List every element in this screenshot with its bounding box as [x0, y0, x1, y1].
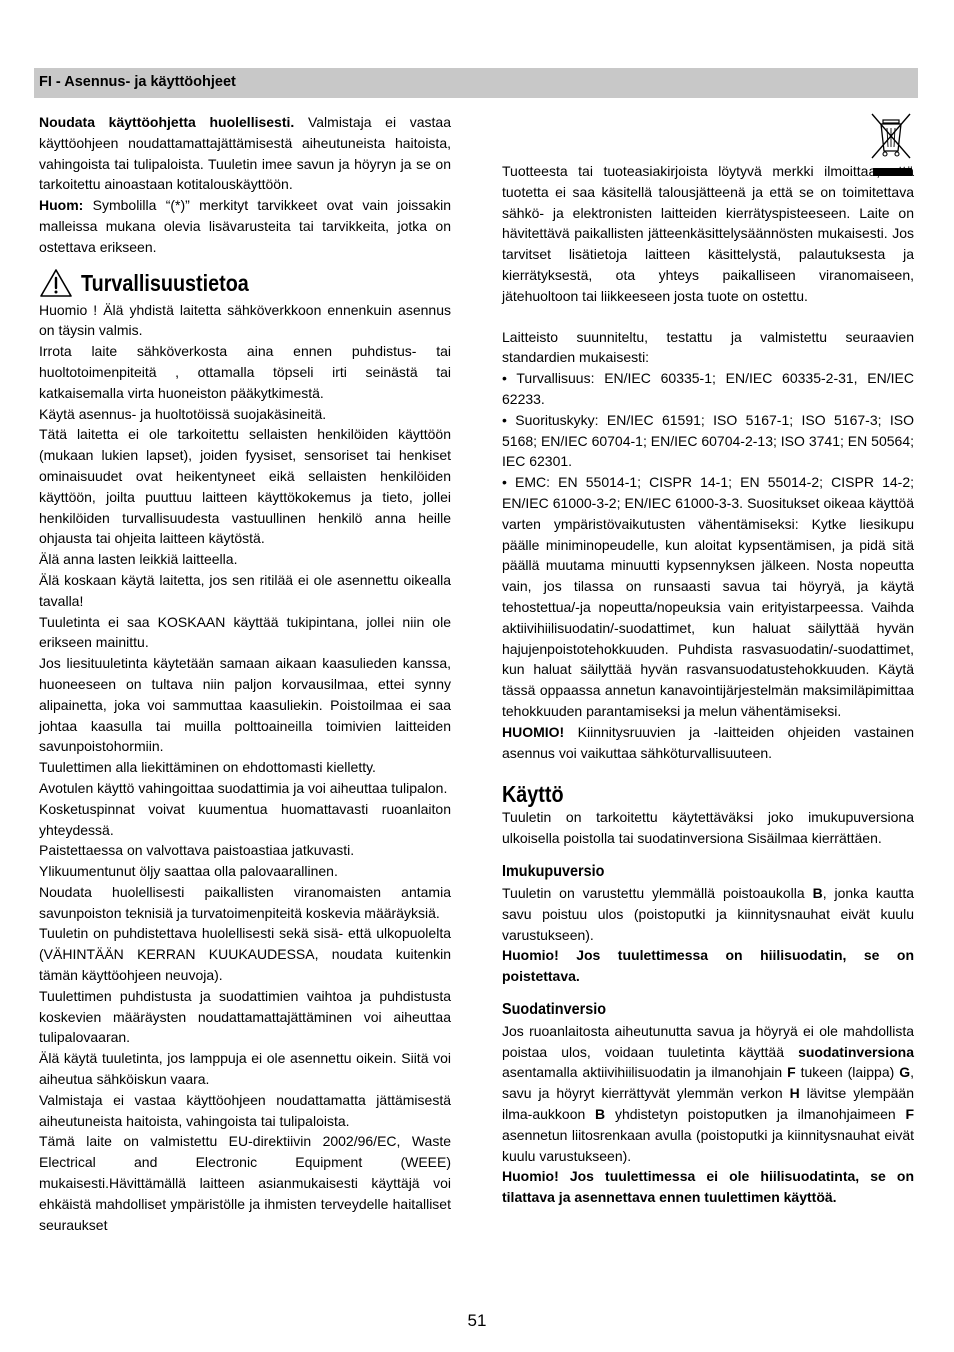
huomio-text: Kiinnitysruuvien ja -laitteiden ohjeiden vastainen asennus voi vaikuttaa sähköturvallisuuteen. [502, 723, 914, 761]
safety-item: Valmistaja ei vastaa käyttöohjeen noudattamatta jättämisestä aiheutuneista haitoista, vahingoista tai tulipaloista. [39, 1091, 451, 1129]
safety-item: Tuuletin on puhdistettava huolellisesti sekä sisä- että ulkopuolelta (VÄHINTÄÄN KERRAN KUUKAUDESSA, noudata kuitenkin tämän käyttöohjeen neuvoja). [39, 925, 451, 984]
note-paragraph [39, 195, 451, 257]
safety-item: Noudata huolellisesti paikallisten viranomaisten antamia savunpoiston teknisiä ja turvatoimenpiteitä koskevia määräyksiä. [39, 883, 451, 921]
intro-text: Valmistaja ei vastaa käyttöohjeen noudattamattajättämisestä aiheutuneista haitoista, vahingoista tai tulipaloista. Tuuletin imee savun ja höyryn ja se on tarkoitettu ainoastaan kotitalouskäyttöön. [39, 114, 451, 193]
standards-item: • EMC: EN 55014-1; CISPR 14-1; EN 55014-2; CISPR 14-2; EN/IEC 61000-3-2; EN/IEC 61000-3-3. Suositukset oikeaa käyttöä varten ympäristövaikutusten vähentämiseksi: Kytke liesikupu päälle miniminopeudelle, kun aloitat kypsentämisen, ja pidä sitä päällä muutama minuutti kypsennyksen jälkeen. Nosta nopeutta vain, jos tilassa on runsaasti savua tai höyryä, ja käytä tehostettua/-ja nopeutta/nopeuksia vain erityistarpeessa. Vaihda aktiivihiilisuodatin/-suodattimet, kun haluat säilyttää hyvän hajujenpoistotehokkuuden. Puhdista rasvasuodatin/-suodattimet, kun haluat säilyttää hyvän rasvansuodatustehokkuuden. Käytä tässä oppaassa annetun kanavointijärjestelmän maksimiläpimittaa tehokkuuden parantamiseksi ja melun vähentämiseksi. [502, 474, 914, 719]
use-paragraph: Tuuletin on tarkoitettu käytettäväksi joko imukupuversiona ulkoisella poistolla tai suodatinversiona Sisäilmaa kierrättäen. [502, 809, 914, 847]
standards-item: • Turvallisuus: EN/IEC 60335-1; EN/IEC 60335-2-31, EN/IEC 62233. [502, 370, 914, 407]
label-h: H [789, 1085, 800, 1102]
left-column [39, 112, 451, 1235]
imukupu-paragraph [502, 883, 914, 945]
safety-item: Irrota laite sähköverkosta aina ennen puhdistus- tai huoltotoimenpiteitä , ottamalla töpseli irti seinästä tai katkaisemalla virta huoneiston pääkytkimestä. [39, 343, 451, 401]
safety-item: Huomio ! Älä yhdistä laitetta sähköverkkoon ennenkuin asennus on täysin valmis. [39, 301, 451, 339]
note-text: Symbolilla “(*)” merkityt tarvikkeet ovat vain joissakin malleissa mukana olevia lisävarusteita tai tarvikkeita, jotka on ostettava erikseen. [39, 197, 451, 255]
suodatin-bold: suodatinversiona [798, 1043, 914, 1060]
label-f: F [787, 1064, 796, 1081]
imukupu-text: Tuuletin on varustettu ylemmällä poistoaukolla [502, 884, 813, 901]
safety-item: Tämä laite on valmistettu EU-direktiivin 2002/96/EC, Waste Electrical and Electronic Equipment (WEEE) mukaisesti.Hävittämällä laitteen asianmukaisesti käyttäjä voi ehkäistä mahdolliset ympäristölle ja ihmisten terveydelle haitalliset seuraukset [39, 1133, 451, 1233]
suodatin-text: asentamalla aktiivihiilisuodatin ja ilmanohjain [502, 1064, 788, 1081]
label-b: B [595, 1106, 606, 1123]
imukupu-warning: Huomio! Jos tuulettimessa on hiilisuodatin, se on poistettava. [502, 947, 914, 985]
safety-item: Tuulettimen alla liekittäminen on ehdottomasti kielletty. [39, 759, 376, 776]
intro-paragraph [39, 112, 451, 195]
safety-item: Jos liesituuletinta käytetään samaan aikaan kaasulieden kanssa, huoneeseen on tultava niin paljon korvausilmaa, ettei synny alipainetta, joka voi sammuttaa kaasuliekin. Poistoilmaa ei saa johtaa kaasulla tai muilla polttoaineilla toimivien laitteiden savunpoistohormiin. [39, 655, 451, 755]
safety-item: Älä anna lasten leikkiä laitteella. [39, 551, 238, 568]
suodatin-text: , savu ja höyryt kierrättyvät ylemmän verkon [502, 1064, 914, 1102]
label-g: G [899, 1064, 911, 1081]
crossed-bin-icon [868, 111, 914, 161]
use-title: Käyttö [502, 781, 564, 808]
safety-item: Paistettaessa on valvottava paistoastiaa jatkuvasti. [39, 842, 355, 859]
label-f: F [905, 1106, 915, 1123]
safety-item: Tuulettimen puhdistusta ja suodattimien vaihtoa ja puhdistusta koskevien määräysten noudattamattajättäminen voi aiheuttaa tulipalovaaran. [39, 987, 451, 1046]
safety-item: Tätä laitetta ei ole tarkoitettu sellaisten henkilöiden käyttöön (mukaan lukien lapset), joiden fyysiset, sensoriset tai henkiset ominaisuudet ovat heikentyneet eikä sellaisten henkilöiden käyttöön, joilta puuttuu laitteen käyttökokemus ja tieto, jollei henkilöiden turvallisuudesta vastuullinen henkilö anna heille ohjausta tai ohjeita laitteen käytöstä. [39, 426, 451, 547]
safety-item: Kosketuspinnat voivat kuumentua huomattavasti ruoanlaiton yhteydessä. [39, 800, 451, 838]
intro-bold: Noudata käyttöohjetta huolellisesti. [39, 114, 295, 130]
suodatin-text: lävitse ylempään ilma-aukkoon [502, 1085, 914, 1123]
header-title: FI - Asennus- ja käyttöohjeet [39, 74, 236, 90]
safety-item: Avotulen käyttö vahingoittaa suodattimia ja voi aiheuttaa tulipalon. [39, 779, 448, 796]
safety-item: Tuuletinta ei saa KOSKAAN käyttää tukipintana, jollei niin ole erikseen mainittu. [39, 613, 451, 651]
imukupu-title: Imukupuversio [502, 862, 605, 880]
note-bold: Huom: [39, 197, 84, 214]
suodatin-text: yhdistetyn poistoputken ja ilmanohjaimeen [605, 1106, 906, 1123]
weee-paragraph: Tuotteesta tai tuoteasiakirjoista löytyvä merkki ilmoittaa, että tuotetta ei saa käsitellä talousjätteenä ja että se on toimitettava sähkö- ja elektronisten laitteiden kierrätyspisteeseen. Laite on hävitettävä paikallisten jätteenkäsittelysäännösten mukaisesti. Jos tarvitset lisätietoja laitteen käsittelystä, palautuksesta ja kierrätyksestä, ota yhteys paikalliseen viranomaiseen, jätehuoltoon tai liikkeeseen josta tuote on ostettu. [502, 163, 914, 304]
label-b: B [812, 884, 823, 901]
section-header [34, 68, 918, 98]
suodatin-text: Jos ruoanlaitosta aiheutunutta savua ja höyryä ei ole mahdollista poistaa ulos, voidaan tuuletinta käyttää [502, 1022, 914, 1060]
safety-item: Älä käytä tuuletinta, jos lamppuja ei ole asennettu oikein. Siitä voi aiheutua sähköiskun vaara. [39, 1050, 451, 1088]
safety-heading [39, 266, 451, 300]
huomio-bold: HUOMIO! [502, 723, 565, 740]
huomio-paragraph [502, 722, 914, 764]
right-column [502, 161, 914, 1208]
page-number: 51 [467, 1311, 487, 1330]
safety-title: Turvallisuustietoa [81, 269, 249, 296]
suodatin-title: Suodatinversio [502, 1000, 607, 1018]
suodatin-text: asennetun liitosrenkaan avulla (poistoputki ja kiinnitysnauhat eivät kuulu varustukseen). [502, 1126, 914, 1164]
imukupu-text: , jonka kautta savu poistuu ulos (poistoputki ja kiinnitysnauhat eivät kuulu varustukseen). [502, 884, 914, 943]
suodatin-warning: Huomio! Jos tuulettimessa ei ole hiilisuodatinta, se on tilattava ja asennettava ennen tuulettimen käyttöä. [502, 1168, 914, 1206]
safety-item: Älä koskaan käytä laitetta, jos sen ritilää ei ole asennettu oikealla tavalla! [39, 571, 451, 609]
warning-triangle-icon [39, 268, 73, 298]
standards-intro: Laitteisto suunniteltu, testattu ja valmistettu seuraavien standardien mukaisesti: [502, 328, 914, 366]
suodatin-text: tukeen (laippa) [795, 1064, 900, 1081]
standards-item: • Suorituskyky: EN/IEC 61591; ISO 5167-1; ISO 5167-3; ISO 5168; EN/IEC 60704-1; EN/IEC 60704-2-13; ISO 3741; EN 50564; IEC 62301. [502, 411, 914, 470]
safety-item: Ylikuumentunut öljy saattaa olla palovaarallinen. [39, 863, 338, 880]
suodatin-paragraph [502, 1021, 914, 1167]
safety-item: Käytä asennus- ja huoltotöissä suojakäsineitä. [39, 405, 327, 422]
